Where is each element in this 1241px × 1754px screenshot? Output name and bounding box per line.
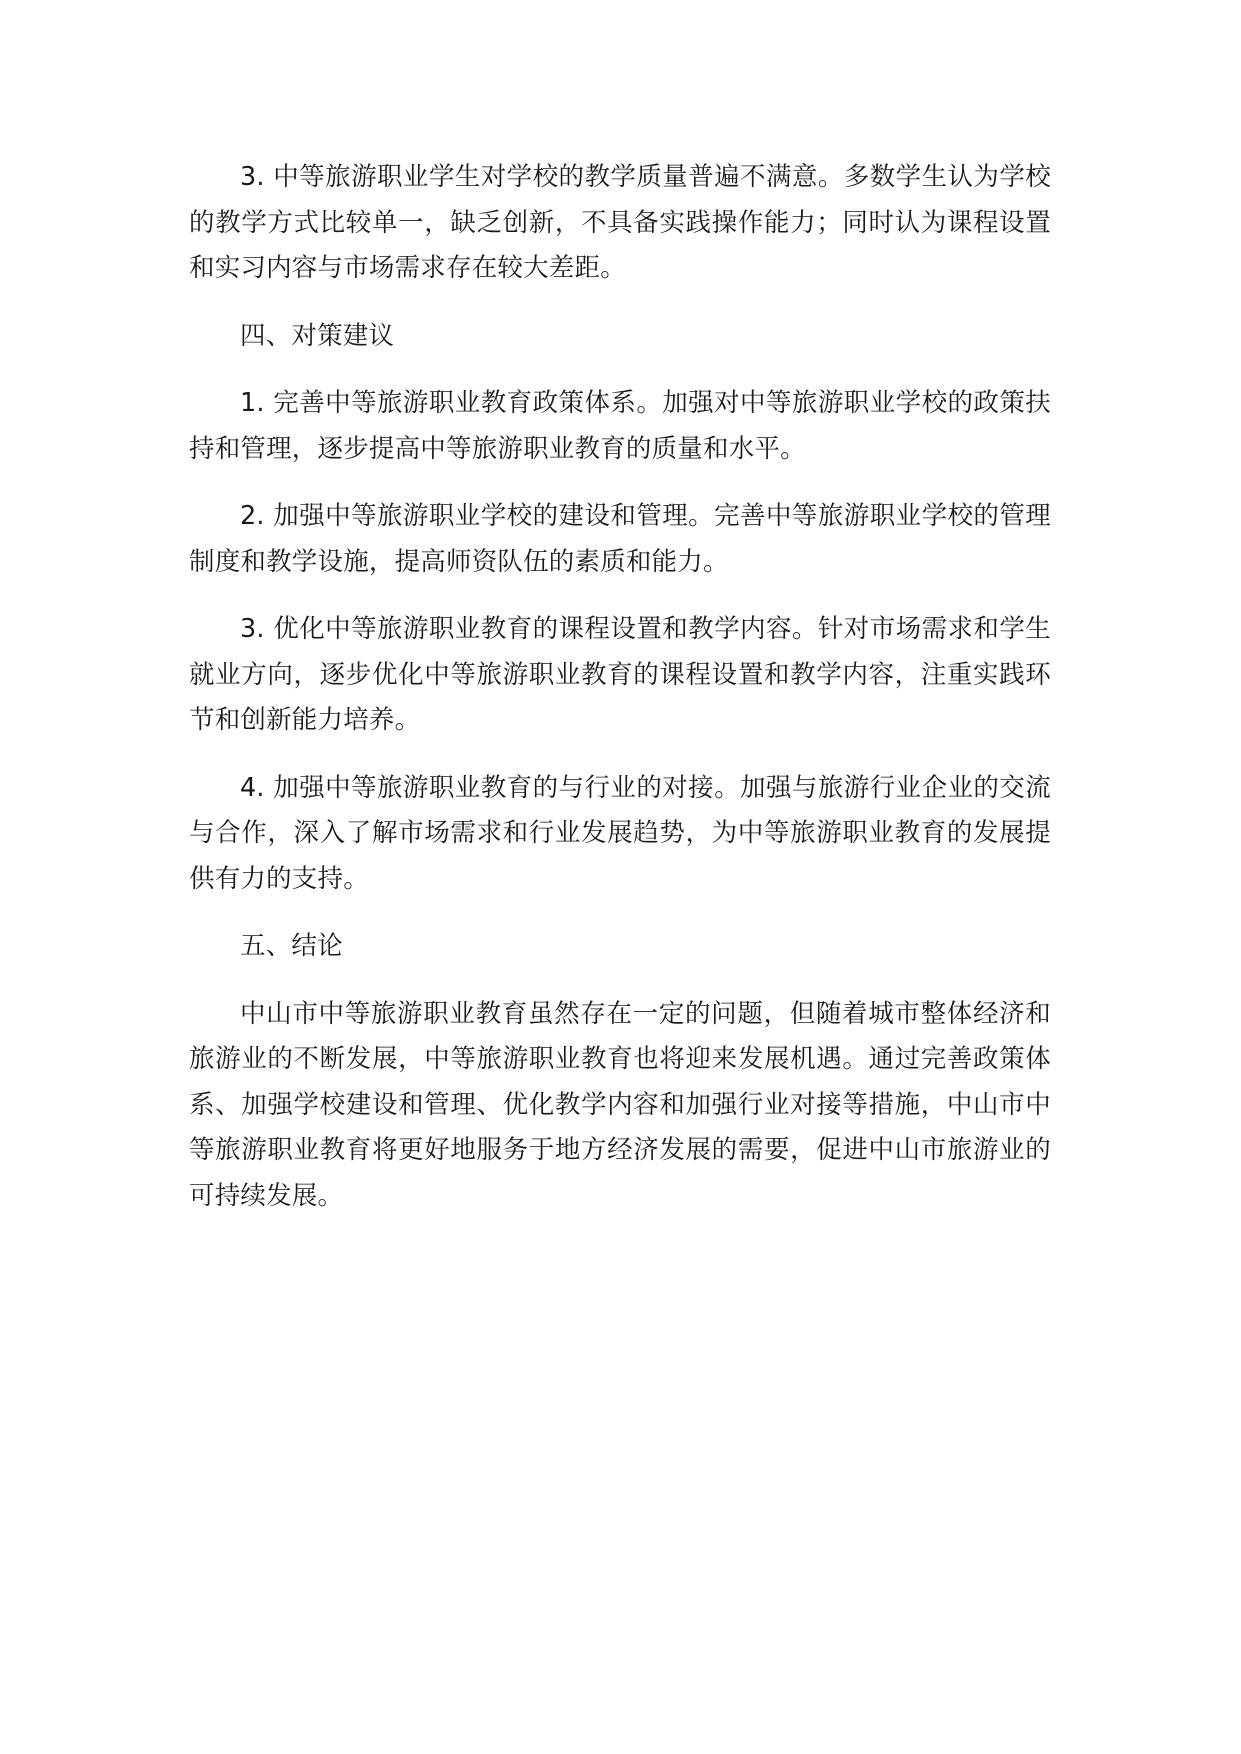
section-heading-conclusion: 五、结论: [240, 931, 343, 961]
paragraph-recommendation-2: 2. 加强中等旅游职业学校的建设和管理。完善中等旅游职业学校的管理制度和教学设施，提高师资队伍的素质和能力。: [189, 501, 1051, 577]
paragraph-finding-3: 3. 中等旅游职业学生对学校的教学质量普遍不满意。多数学生认为学校的教学方式比较单一，缺乏创新，不具备实践操作能力；同时认为课程设置和实习内容与市场需求存在较大差距。: [189, 162, 1051, 283]
section-heading-recommendations: 四、对策建议: [240, 320, 395, 351]
paragraph-recommendation-3: 3. 优化中等旅游职业教育的课程设置和教学内容。针对市场需求和学生就业方向，逐步优化中等旅游职业教育的课程设置和教学内容，注重实践环节和创新能力培养。: [189, 614, 1051, 735]
paragraph-recommendation-1: 1. 完善中等旅游职业教育政策体系。加强对中等旅游职业学校的政策扶持和管理，逐步提高中等旅游职业教育的质量和水平。: [189, 388, 1051, 464]
paragraph-conclusion: 中山市中等旅游职业教育虽然存在一定的问题，但随着城市整体经济和旅游业的不断发展，中等旅游职业教育也将迎来发展机遇。通过完善政策体系、加强学校建设和管理、优化教学内容和加强行业对接等措施，中山市中等旅游职业教育将更好地服务于地方经济发展的需要，促进中山市旅游业的可持续发展。: [189, 998, 1051, 1211]
document-body: [189, 155, 1051, 1219]
paragraph-recommendation-4: 4. 加强中等旅游职业教育的与行业的对接。加强与旅游行业企业的交流与合作，深入了解市场需求和行业发展趋势，为中等旅游职业教育的发展提供有力的支持。: [189, 772, 1051, 894]
